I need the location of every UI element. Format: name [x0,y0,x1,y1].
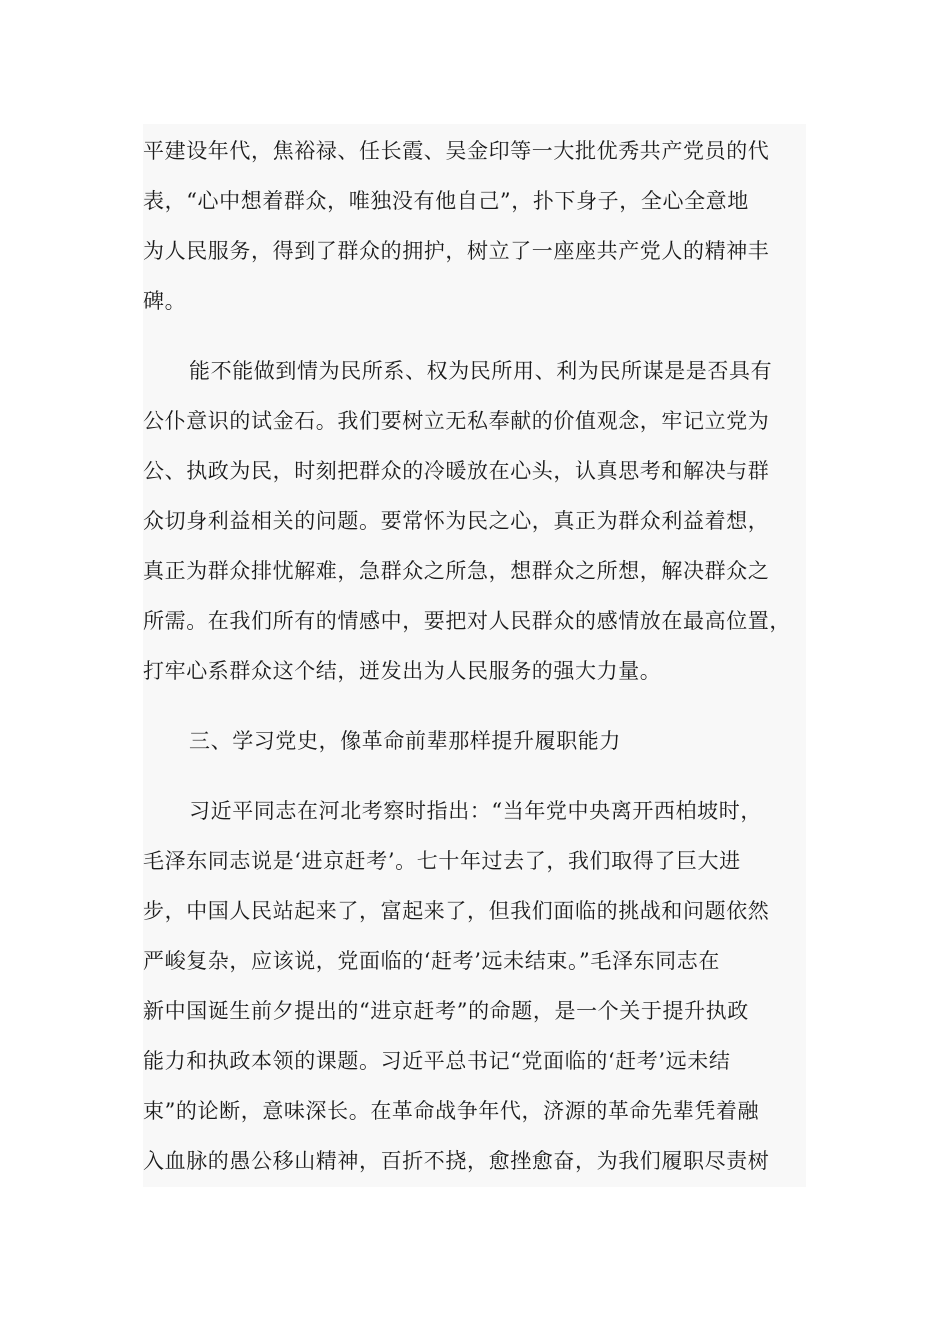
text-line: 表，“心中想着群众，唯独没有他自己”，扑下身子，全心全意地 [143,189,749,213]
text-line: 新中国诞生前夕提出的“进京赶考”的命题，是一个关于提升执政 [143,999,749,1023]
text-line: 严峻复杂，应该说，党面临的‘赶考’远未结束。”毛泽东同志在 [143,949,720,973]
text-line: 步，中国人民站起来了，富起来了，但我们面临的挑战和问题依然 [143,899,770,923]
paragraph-first-line: 能不能做到情为民所系、权为民所用、利为民所谋是是否具有 [189,359,773,383]
text-line: 公仆意识的试金石。我们要树立无私奉献的价值观念，牢记立党为 [143,409,770,433]
text-line: 平建设年代，焦裕禄、任长霞、吴金印等一大批优秀共产党员的代 [143,139,770,163]
text-line: 碑。 [143,289,187,313]
text-line: 所需。在我们所有的情感中，要把对人民群众的感情放在最高位置， [143,609,791,633]
text-line: 毛泽东同志说是‘进京赶考’。七十年过去了，我们取得了巨大进 [143,849,741,873]
document-body [143,124,806,1187]
text-line: 打牢心系群众这个结，迸发出为人民服务的强大力量。 [143,659,662,683]
text-line: 能力和执政本领的课题。习近平总书记“党面临的‘赶考’远未结 [143,1049,731,1073]
text-line: 束”的论断，意味深长。在革命战争年代，济源的革命先辈凭着融 [143,1099,760,1123]
text-line: 真正为群众排忧解难，急群众之所急，想群众之所想，解决群众之 [143,559,770,583]
text-line: 入血脉的愚公移山精神，百折不挠，愈挫愈奋，为我们履职尽责树 [143,1149,770,1173]
text-line: 众切身利益相关的问题。要常怀为民之心，真正为群众利益着想， [143,509,770,533]
text-line: 为人民服务，得到了群众的拥护，树立了一座座共产党人的精神丰 [143,239,770,263]
text-line: 公、执政为民，时刻把群众的冷暖放在心头，认真思考和解决与群 [143,459,770,483]
section-heading: 三、学习党史，像革命前辈那样提升履职能力 [189,729,621,753]
paragraph-first-line: 习近平同志在河北考察时指出：“当年党中央离开西柏坡时， [189,799,762,823]
